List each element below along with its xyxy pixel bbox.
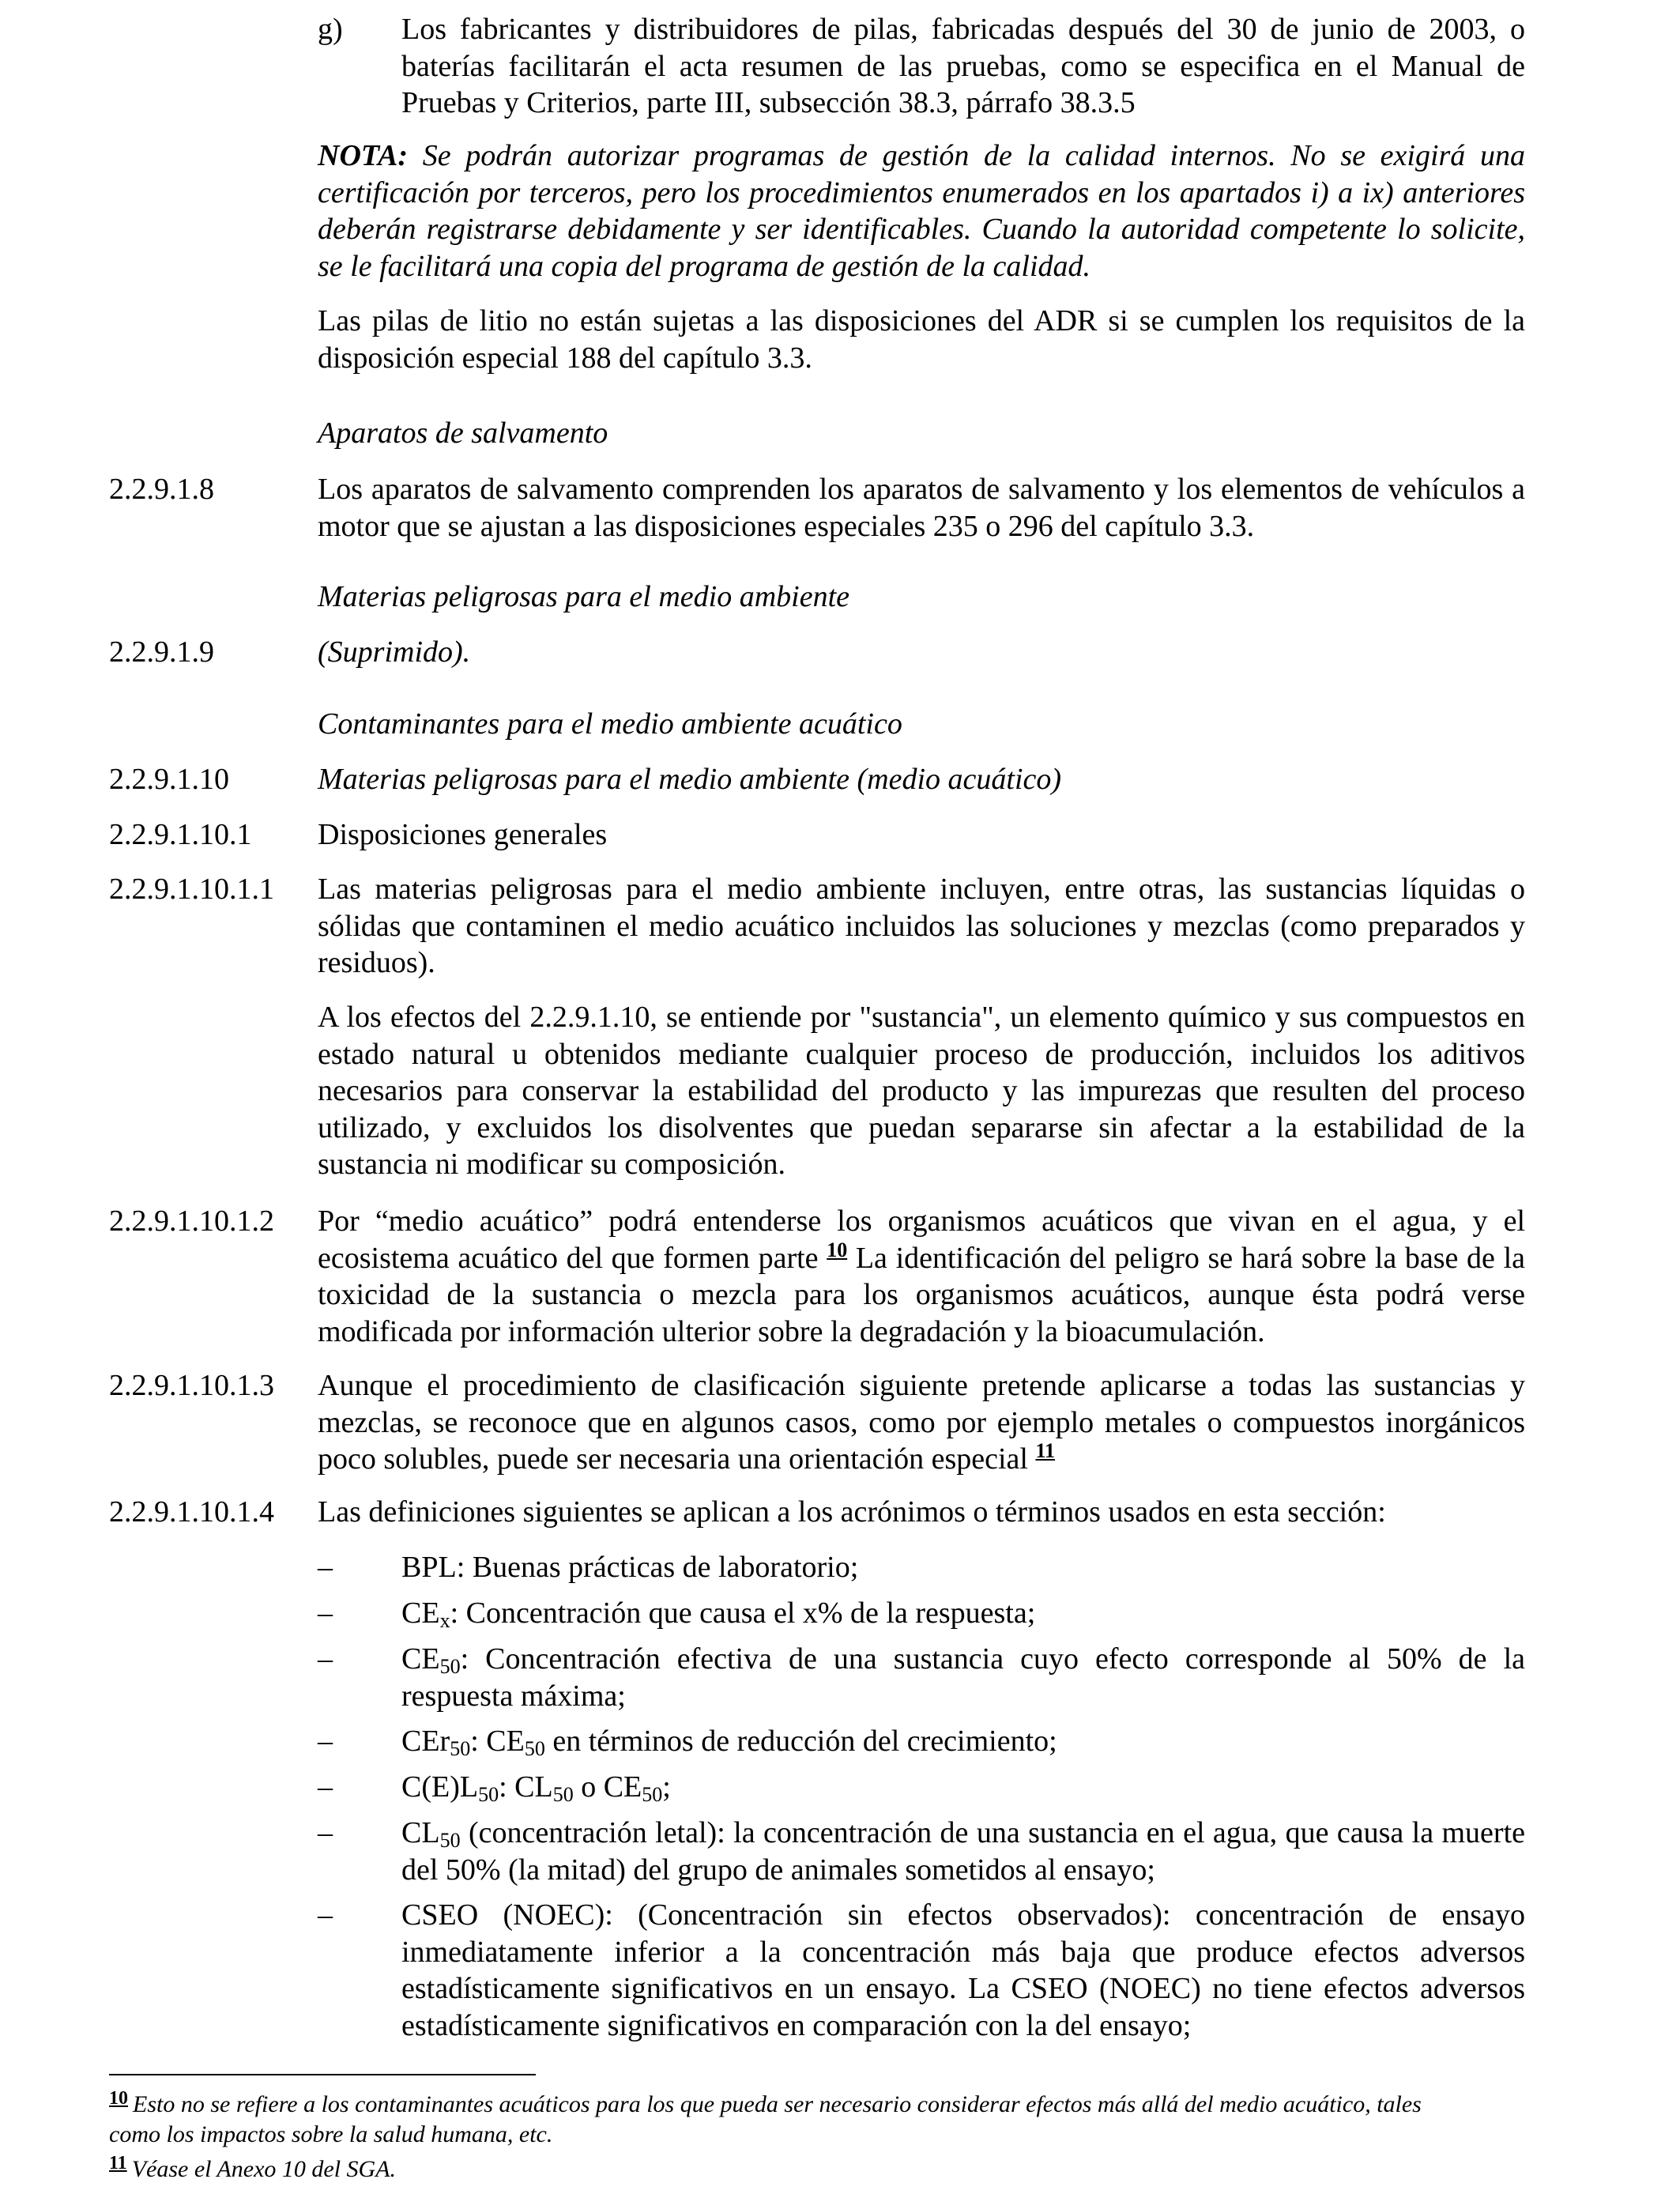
section-text	[318, 1367, 1525, 1478]
list-dash: –	[318, 1725, 333, 1758]
footnote-text: Esto no se refiere a los contaminantes acuáticos para los que pueda ser necesario considerar efectos más allá del medio acuático, tales como los impactos sobre la salud humana, etc.	[109, 2091, 1422, 2147]
section-number: 2.2.9.1.10.1.1	[109, 873, 274, 906]
note-paragraph	[318, 138, 1525, 285]
section-text-part: Aunque el procedimiento de clasificación siguiente pretende aplicarse a todas las sustancias y mezclas, se reconoce que en algunos casos, como por ejemplo metales o compuestos inorgánicos poco solubles, puede ser necesaria una orientación especial	[318, 1369, 1525, 1476]
footnote-ref-10[interactable]: 10	[827, 1238, 848, 1261]
list-dash: –	[318, 1551, 333, 1584]
footnote-number: 11	[109, 2153, 127, 2173]
section-text: Las materias peligrosas para el medio ambiente incluyen, entre otras, las sustancias líquidas o sólidas que contaminen el medio acuático incluidos las soluciones y mezclas (como preparados y residuos).	[318, 873, 1525, 979]
section-heading: Aparatos de salvamento	[318, 417, 608, 450]
section-number: 2.2.9.1.10.1.4	[109, 1495, 274, 1529]
section-text-part: Por “medio acuático” podrá entenderse los organismos acuáticos que vivan en el agua, y el ecosistema acuático del que formen parte	[318, 1204, 1525, 1275]
footnote-number: 10	[109, 2088, 128, 2109]
definition-item: CEr$_{50}$: $CE_{50}$ en términos de reducción del crecimiento;	[401, 1725, 1057, 1760]
definition-item: $CL_{50}$ (concentración letal): la concentración de una sustancia en el agua, que causa la muerte del 50% (la mitad) del grupo de animales sometidos al ensayo;	[401, 1816, 1525, 1887]
definition-item: CSEO (NOEC): (Concentración sin efectos observados): concentración de ensayo inmediatamente inferior a la concentración más baja que produce efectos adversos estadísticamente significativos en un ensayo. La CSEO (NOEC) no tiene efectos adversos estadísticamente significativos en comparación con la del ensayo;	[401, 1898, 1525, 2042]
list-dash: –	[318, 1596, 333, 1630]
section-heading: Materias peligrosas para el medio ambiente	[318, 580, 850, 613]
section-number: 2.2.9.1.10.1.3	[109, 1369, 274, 1402]
footnote-separator	[109, 2074, 536, 2075]
list-item-label: g)	[318, 13, 343, 46]
section-text-part: La identificación del peligro se hará sobre la base de la toxicidad de la sustancia o mezcla para los organismos acuáticos, aunque ésta podrá verse modificada por información ulterior sobre la degradación y la bioacumulación.	[318, 1241, 1525, 1348]
definition-item: $CE_x$: Concentración que causa el x% de la respuesta;	[401, 1596, 1036, 1632]
list-dash: –	[318, 1898, 333, 1932]
definition-item: $CE_{50}$: Concentración efectiva de una sustancia cuyo efecto corresponde al 50% de la respuesta máxima;	[401, 1642, 1525, 1713]
section-number: 2.2.9.1.10.1.2	[109, 1204, 274, 1238]
section-number: 2.2.9.1.10.1	[109, 818, 252, 851]
section-text: Materias peligrosas para el medio ambiente (medio acuático)	[318, 763, 1062, 796]
list-dash: –	[318, 1770, 333, 1804]
definition-item: $C(E)L_{50}$: $CL_{50}$ o $CE_{50}$;	[401, 1770, 671, 1806]
footnote-text: Véase el Anexo 10 del SGA.	[131, 2156, 397, 2182]
section-text: Disposiciones generales	[318, 818, 608, 851]
footnote-ref-11[interactable]: 11	[1035, 1439, 1056, 1462]
list-dash: –	[318, 1642, 333, 1676]
note-label: NOTA:	[318, 139, 408, 172]
section-number: 2.2.9.1.8	[109, 473, 214, 506]
section-text: A los efectos del 2.2.9.1.10, se entiende por "sustancia", un elemento químico y sus compuestos en estado natural u obtenidos mediante cualquier proceso de producción, incluidos los aditivos necesarios para conservar la estabilidad del producto y las impurezas que resulten del proceso utilizado, y excluidos los disolventes que puedan separarse sin afectar a la estabilidad de la sustancia ni modificar su composición.	[318, 1001, 1525, 1181]
list-item-text: Los fabricantes y distribuidores de pilas, fabricadas después del 30 de junio de 2003, o baterías facilitarán el acta resumen de las pruebas, como se especifica en el Manual de Pruebas y Criterios, parte III, subsección 38.3, párrafo 38.3.5	[401, 13, 1525, 119]
section-heading: Contaminantes para el medio ambiente acuático	[318, 707, 902, 741]
section-text: Los aparatos de salvamento comprenden los aparatos de salvamento y los elementos de vehículos a motor que se ajustan a las disposiciones especiales 235 o 296 del capítulo 3.3.	[318, 473, 1525, 543]
footnote-10	[109, 2090, 1468, 2150]
list-dash: –	[318, 1816, 333, 1849]
paragraph: Las pilas de litio no están sujetas a las disposiciones del ADR si se cumplen los requisitos de la disposición especial 188 del capítulo 3.3.	[318, 304, 1525, 375]
section-text: Las definiciones siguientes se aplican a los acrónimos o términos usados en esta sección:	[318, 1495, 1386, 1529]
footnote-11	[109, 2154, 1468, 2185]
section-number: 2.2.9.1.9	[109, 635, 214, 669]
definition-item: BPL: Buenas prácticas de laboratorio;	[401, 1551, 859, 1584]
note-text: Se podrán autorizar programas de gestión de la calidad internos. No se exigirá una certificación por terceros, pero los procedimientos enumerados en los apartados i) a ix) anteriores deberán registrarse debidamente y ser identificables. Cuando la autoridad competente lo solicite, se le facilitará una copia del programa de gestión de la calidad.	[318, 139, 1525, 283]
section-text	[318, 1203, 1525, 1350]
section-number: 2.2.9.1.10	[109, 763, 229, 796]
section-text: (Suprimido).	[318, 635, 471, 669]
